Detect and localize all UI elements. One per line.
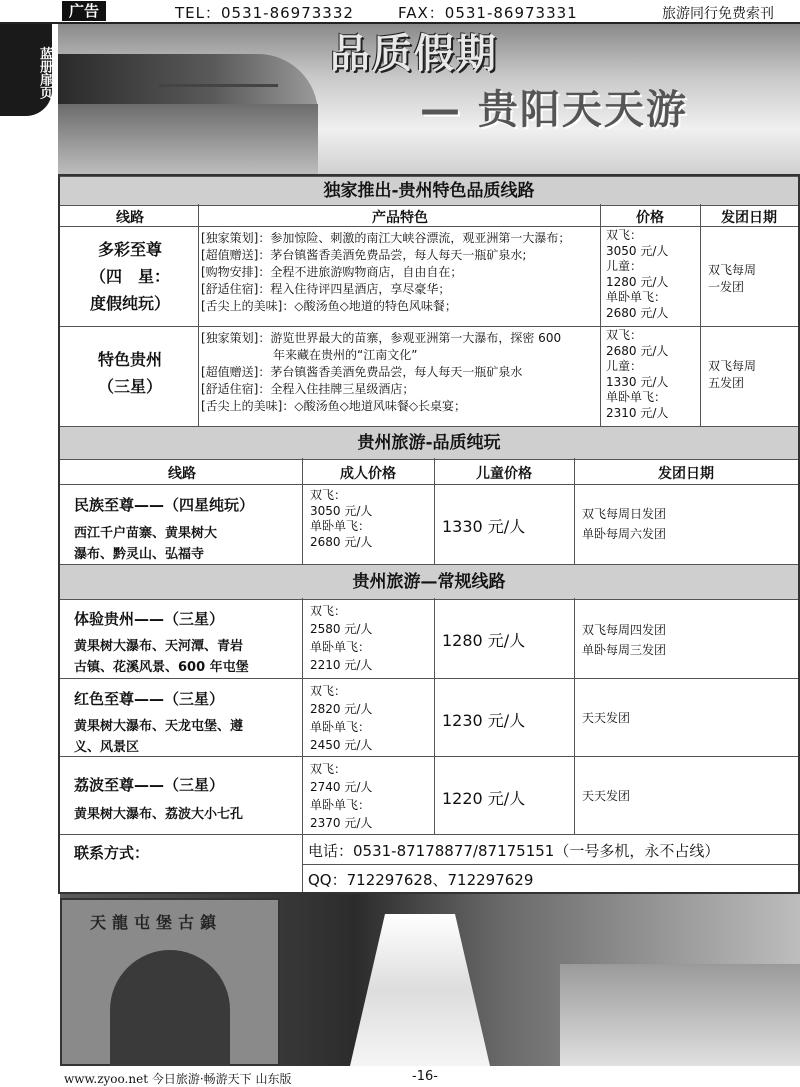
- schedule-line: 双飞每周日发团: [582, 507, 667, 521]
- schedule-line: 天天发团: [582, 789, 631, 803]
- divider: [434, 458, 435, 564]
- schedule-line: 天天发团: [582, 711, 631, 725]
- feature-line: [舌尖上的美味]：◇酸汤鱼◇地道的特色风味餐；: [201, 299, 457, 313]
- price-line: 2680 元/人: [310, 534, 373, 549]
- price-line: 2210 元/人: [310, 658, 373, 672]
- name-line: 度假纯玩）: [89, 294, 170, 313]
- s2-row1-child: 1330 元/人: [442, 517, 526, 536]
- price-line: 单卧单飞：: [606, 390, 667, 405]
- section1-title: 独家推出-贵州特色品质线路: [60, 176, 798, 206]
- schedule-line: 双飞每周四发团: [582, 623, 667, 637]
- lake-photo: [560, 964, 800, 1066]
- divider: [700, 204, 701, 426]
- s1-header-route: 线路: [116, 210, 144, 226]
- s1-row2-name: [62, 346, 198, 400]
- price-line: 双飞：: [310, 762, 347, 776]
- price-line: 儿童：: [606, 259, 643, 274]
- s1-header-schedule: 发团日期: [721, 210, 777, 226]
- divider: [574, 598, 575, 834]
- banner-bridge: [158, 84, 278, 87]
- banner-title-main: 品质假期: [330, 31, 498, 77]
- section2-title: 贵州旅游-品质纯玩: [60, 426, 798, 460]
- divider: [302, 458, 303, 564]
- price-line: 单卧单飞：: [310, 720, 371, 734]
- banner-title-sub: — 贵阳天天游: [420, 87, 688, 133]
- price-line: 2680 元/人: [606, 305, 669, 320]
- name-line: 多彩至尊: [97, 240, 162, 259]
- divider: [434, 598, 435, 834]
- s1-row1-schedule: [708, 262, 796, 296]
- footer-site: www.zyoo.net 今日旅游·畅游天下 山东版: [64, 1072, 292, 1086]
- divider: [60, 326, 798, 327]
- s3-row3-sub: [74, 804, 243, 825]
- waterfall-photo: [350, 914, 490, 1066]
- feature-line: [独家策划]：参加惊险、刺激的南江大峡谷漂流，观亚洲第一大瀑布；: [201, 231, 571, 245]
- feature-line: [超值赠送]：茅台镇酱香美酒免费品尝，每人每天一瓶矿泉水: [201, 365, 523, 379]
- sub-line: 古镇、花溪风景、600 年屯堡: [74, 660, 249, 675]
- tel-number: TEL：0531-86973332: [175, 4, 354, 22]
- sub-line: 黄果树大瀑布、天龙屯堡、遵: [74, 719, 244, 734]
- price-line: 2820 元/人: [310, 702, 373, 716]
- s3-row1-child: 1280 元/人: [442, 631, 526, 650]
- feature-line: [舒适住宿]：程入住待评四星酒店，享尽豪华；: [201, 282, 451, 296]
- price-line: 2450 元/人: [310, 738, 373, 752]
- divider: [302, 834, 303, 892]
- s1-row2-prices: [606, 328, 698, 422]
- divider: [302, 598, 303, 834]
- price-line: 双飞：: [310, 604, 347, 618]
- feature-line: [舒适住宿]：全程入住挂牌三星级酒店；: [201, 382, 415, 396]
- contact-label: 联系方式：: [74, 844, 150, 862]
- price-line: 单卧单飞：: [310, 798, 371, 812]
- schedule-line: 双飞每周: [708, 359, 757, 373]
- s1-row1-features: [201, 230, 599, 315]
- price-line: 2370 元/人: [310, 816, 373, 830]
- price-line: 2310 元/人: [606, 405, 669, 420]
- s1-row1-name: [62, 236, 198, 317]
- contact-phone: 电话：0531-87178877/87175151（一号多机，永不占线）: [308, 842, 720, 860]
- divider: [198, 204, 199, 426]
- schedule-line: 单卧每周三发团: [582, 643, 667, 657]
- schedule-line: 一发团: [708, 280, 745, 294]
- price-line: 双飞：: [606, 228, 643, 242]
- divider: [60, 834, 798, 835]
- s3-row1-sub: [74, 636, 249, 678]
- divider: [60, 678, 798, 679]
- s3-row2-sub: [74, 716, 243, 758]
- price-line: 3050 元/人: [310, 503, 373, 518]
- gate-photo: [60, 898, 280, 1066]
- price-line: 儿童：: [606, 359, 643, 374]
- price-line: 3050 元/人: [606, 243, 669, 258]
- sub-line: 瀑布、黔灵山、弘福寺: [74, 547, 205, 562]
- section3-title: 贵州旅游—常规线路: [60, 564, 798, 600]
- s3-row2-schedule: [582, 710, 630, 727]
- gate-arch: [110, 950, 230, 1066]
- name-line: （三星）: [97, 377, 162, 396]
- price-line: 双飞：: [310, 684, 347, 698]
- price-line: 2740 元/人: [310, 780, 373, 794]
- photo-collage: [60, 894, 800, 1066]
- s3-row1-title: 体验贵州——（三星）: [74, 610, 225, 628]
- contact-qq: QQ：712297628、712297629: [308, 871, 534, 889]
- sub-line: 西江千户苗寨、黄果树大: [74, 526, 218, 541]
- s2-row1-sub: [74, 523, 217, 565]
- feature-line: 年来藏在贵州的“江南文化”: [201, 348, 418, 362]
- price-line: 单卧单飞：: [310, 519, 371, 534]
- divider: [60, 226, 798, 227]
- s2-header-adult: 成人价格: [340, 466, 396, 482]
- s3-row1-schedule: [582, 620, 666, 660]
- s3-row3-child: 1220 元/人: [442, 789, 526, 808]
- s2-row1-title: 民族至尊——（四星纯玩）: [74, 496, 255, 514]
- s2-header-route: 线路: [168, 466, 196, 482]
- name-line: （四 星：: [89, 267, 170, 286]
- schedule-line: 双飞每周: [708, 263, 757, 277]
- sub-line: 黄果树大瀑布、荔波大小七孔: [74, 807, 244, 822]
- divider: [574, 458, 575, 564]
- feature-line: [超值赠送]：茅台镇酱香美酒免费品尝，每人每天一瓶矿泉水;: [201, 248, 527, 262]
- price-line: 单卧单飞：: [310, 640, 371, 654]
- s3-row2-child: 1230 元/人: [442, 711, 526, 730]
- feature-line: [舌尖上的美味]：◇酸汤鱼◇地道风味餐◇长桌宴；: [201, 399, 467, 413]
- index-label: 旅游同行免费索刊: [662, 6, 774, 22]
- price-line: 2680 元/人: [606, 343, 669, 358]
- price-line: 双飞：: [310, 488, 347, 502]
- price-line: 双飞：: [606, 328, 643, 342]
- s2-row1-adult: [310, 488, 372, 550]
- price-line: 1330 元/人: [606, 374, 669, 389]
- price-line: 1280 元/人: [606, 274, 669, 289]
- price-line: 2580 元/人: [310, 622, 373, 636]
- page-number: -16-: [412, 1069, 438, 1084]
- s1-header-features: 产品特色: [372, 210, 428, 226]
- s3-row1-adult: [310, 602, 372, 674]
- s3-row3-title: 荔波至尊——（三星）: [74, 776, 225, 794]
- fax-number: FAX：0531-86973331: [398, 4, 578, 22]
- s2-header-child: 儿童价格: [476, 466, 532, 482]
- s1-row2-schedule: [708, 358, 796, 392]
- divider: [60, 484, 798, 485]
- s2-header-schedule: 发团日期: [658, 466, 714, 482]
- s3-row2-title: 红色至尊——（三星）: [74, 690, 225, 708]
- price-line: 单卧单飞：: [606, 290, 667, 305]
- s1-header-price: 价格: [636, 210, 664, 226]
- s2-row1-schedule: [582, 504, 666, 544]
- sub-line: 黄果树大瀑布、天河潭、青岩: [74, 639, 244, 654]
- name-line: 特色贵州: [97, 350, 162, 369]
- sub-line: 义、风景区: [74, 740, 140, 755]
- feature-line: [独家策划]：游览世界最大的苗寨，参观亚洲第一大瀑布，探密 600: [201, 331, 562, 345]
- feature-line: [购物安排]：全程不进旅游购物商店，自由自在；: [201, 265, 463, 279]
- s3-row2-adult: [310, 682, 372, 754]
- banner-river: [58, 104, 318, 174]
- schedule-line: 单卧每周六发团: [582, 527, 667, 541]
- divider: [600, 204, 601, 426]
- gate-sign: 天龍屯堡古鎮: [90, 913, 223, 932]
- s3-row3-schedule: [582, 788, 630, 805]
- side-tab: 蓝册扉页: [0, 24, 52, 116]
- s1-row2-features: [201, 330, 599, 415]
- ad-tag: 广告: [62, 1, 106, 21]
- s1-row1-prices: [606, 228, 698, 322]
- divider: [302, 864, 798, 865]
- s3-row3-adult: [310, 760, 372, 832]
- schedule-line: 五发团: [708, 376, 745, 390]
